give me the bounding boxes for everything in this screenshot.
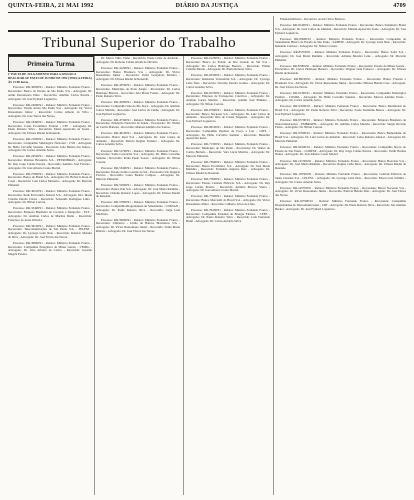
case-entry: Processo: RR-105700/91 - Relator: Ministro Fernando Franco - Recorrente: Banco Noroeste S/A - Advogado: Dr. Victor Russomano Júnior - Recorrido: Patrícia Helena Dias - Advogado: Dr. José Tôrres das Neves. bbox=[275, 185, 406, 198]
header-rule bbox=[8, 12, 406, 13]
case-entry: Dr. Marco Túlio Viana - Recorrido: Paulo César de Andrade - Advogado: Dr. Roberto Caldas Alvim de Oliveira. bbox=[96, 57, 180, 64]
case-entry: Processo: RR-81400/91 - Relator: Ministro Fernando Franco - Recorrente: Banco Sudameris Brasil S/A - Advogado: Dr. Luiz Carlos de Almeida - Recorrido: Miriam Aparecida Souto - Advogado: Dr. José Eymard Loguércio. bbox=[275, 23, 406, 35]
header-page-number: 4709 bbox=[393, 3, 406, 9]
court-title: Tribunal Superior do Trabalho bbox=[42, 34, 236, 51]
case-entry: Processo: RR-75800/91 - Relator: Ministro Fernando Franco - Recorrente: Furnas Centrais Elétricas S/A - Advogado: Dr. Ruy Jorge Caldas Pereira - Recorrido: Antônio Marcos Vieira - Advogado: Dr. José Alberto Couto Maciel. bbox=[186, 177, 270, 193]
case-entry: Processo: RR-89100/91 - Relator: Ministro Fernando Franco - Recorrente: Banco Francês e Brasileiro S/A - Advogado: Dr. Victor Russomano Júnior - Recorrido: Heloísa Helena Cruz - Advogado: Dr. José Tôrres das Neves. bbox=[275, 77, 406, 89]
column-divider bbox=[183, 56, 184, 495]
case-entry: Processo: RR-107900/91 - Relator: Ministro Fernando Franco - Recorrente: Companhia Riograndense de Telecomunicações - CRT - Advogado: Dr. Paulo Roberto Silva - Recorrido: Jair Antônio Becker - Advogado: Dr. José Eymard Loguércio. bbox=[275, 199, 406, 211]
case-entry: Processo: RR-99100/91 - Relator: Ministro Fernando Franco - Recorrente: Companhia Docas do Estado de São Paulo - CODESP - Advogado: Dr. Ruy Jorge Caldas Pereira - Recorrido: Valdir Batista Nunes - Advogado: Dr. José Alberto Couto Maciel. bbox=[275, 144, 406, 157]
case-entry: Processo: RR-47300/91 - Relator: Ministro Fernando Franco - Recorrente: Fundação Nacional de Saúde - Procurador: Dr. Walter do Carmo Barletta - Recorrido: Manoel Antônio dos Santos. bbox=[96, 117, 180, 130]
case-entry: Processo: RR-43500/91 - Relator: Ministro Fernando Franco - Recorrente: Município de Porto Alegre - Procurador: Dr. Carlos Henrique Bezerra - Recorrido: Ana Maria Fontes - Advogado: Dr. Paulo Roberto Silva. bbox=[96, 83, 180, 99]
text-column-2 bbox=[96, 57, 180, 495]
column-divider bbox=[273, 16, 274, 495]
section-box bbox=[8, 56, 94, 72]
case-entry: Processo: RR-91300/91 - Relator: Ministro Fernando Franco - Recorrente: Companhia Siderúrgica Paulista - COSIPA - Advogado: Dr. Hélio Carvalho Santana - Recorrido: Marcos Antônio Prado - Advogado: Dr. Carlos Arnaldo Selva. bbox=[275, 90, 406, 103]
case-entry: Processo: RR-36100/91 - Relator: Ministro Fernando Franco - Recorrente: Telecomunicações de São Paulo S/A - TELESP - Advogado: Dr. Lycurgo Leite Neto - Recorrido: Roberto Mendes da Silva - Advogado: Dr. José Tôrres das Neves. bbox=[8, 223, 92, 239]
court-title-box bbox=[8, 30, 270, 56]
case-entry: Processo: RR-21000/91 - Relator: Ministro Fernando Franco - Recorrente: Companhia Siderúrgica Nacional - CSN - Advogado: Dr. Hélio Carvalho Santana - Recorrido: João Batista dos Santos - Advogado: Dr. Carlos Arnaldo Selva. bbox=[8, 137, 92, 153]
case-entry: Processo: RR-65700/91 - Relator: Ministro Fernando Franco - Recorrente: Empresa de Transportes Coletivos - Advogado: Dr. Antônio Carlos Martins - Recorrido: Ademir José Pinheiro - Advogado: Dr. Nilton Correia. bbox=[186, 90, 270, 106]
case-entry: Processo: RR-33400/91 - Relator: Ministro Fernando Franco - Recorrente: Empresa Brasileira de Correios e Telégrafos - ECT - Advogado: Dr. Antônio Carlos de Martins Mello - Recorrido: Francisco de Assis Oliveira. bbox=[8, 206, 92, 222]
agenda-heading: 1ª PAUTA DE JULGAMENTO PARA A SESSÃO A REALIZAR-SE EM 03 DE JUNHO DE 1992 (TERÇA-FEIRA) ÀS 13:00 horas. bbox=[8, 73, 92, 84]
case-entry: Processo: RR-103500/91 - Relator: Ministro Fernando Franco - Recorrente: Centrais Elétricas de Santa Catarina S/A - CELESC - Advogado: Dr. Lycurgo Leite Neto - Recorrido: Edson Luiz Schmitt - Advogado: Dr. Carlos Arnaldo Selva. bbox=[275, 172, 406, 184]
header-date: QUINTA-FEIRA, 21 MAI 1992 bbox=[8, 3, 94, 9]
case-entry: Processo: RR-30000/91 - Relator: Ministro Fernando Franco - Recorrente: Banco do Estado de São Paulo S/A - Advogado: Dr. Almir Pazzianotto Pinto - Recorrido: Antônio Carlos Pereira - Advogado: Dr. José Eymard Loguércio. bbox=[8, 85, 92, 101]
case-entry: Elisabeth Ribeiro - Recorrido: Acácio Silva Barbosa. bbox=[280, 18, 346, 21]
case-entry: Processo: RR-49100/91 - Relator: Ministro Fernando Franco - Recorrente: Banco Real S/A - Advogado: Dr. Luiz Carlos de Almeida - Recorrido: Márcia Regina Teixeira - Advogado: Dr. Carlos Arnaldo Selva. bbox=[96, 131, 180, 147]
case-entry: Processo: RR-67900/91 - Relator: Ministro Fernando Franco - Recorrente: Banco Nacional S/A - Advogado: Dr. Luiz Carlos de Almeida - Recorrido: Rita de Cássia Nogueira - Advogado: Dr. José Eymard Loguércio. bbox=[186, 107, 270, 124]
text-column-4 bbox=[275, 18, 406, 495]
case-entry: Processo: RR-57800/91 - Relator: Ministro Fernando Franco - Recorrente: Companhia Riograndense de Saneamento - CORSAN - Advogado: Dr. Paulo Roberto Silva - Recorrido: Jorge Luiz Machado. bbox=[96, 200, 180, 216]
section-title: Primeira Turma bbox=[27, 60, 75, 68]
case-entry: Processo: RR-53400/91 - Relator: Ministro Fernando Franco - Recorrente: Estado do Rio Grande do Sul - Procurador: Dr. Rogério Favreto - Recorrido: Laura Beatriz Campos - Advogado: Dr. Marcelo Pimentel. bbox=[96, 165, 180, 182]
case-entry: Processo: RR-39800/91 - Relator: Ministro Fernando Franco - Recorrente: Companhia Energética de Minas Gerais - CEMIG - Advogado: Dr. Lino Alberto de Castro - Recorrido: Geraldo Magela Pereira. bbox=[8, 240, 92, 257]
case-entry: Processo: RR-97900/91 - Relator: Ministro Fernando Franco - Recorrente: Banco Bamerindus do Brasil S/A - Advogado: Dr. Luiz Carlos de Almeida - Recorrido: Celso Roberto Amaral - Advogado: Dr. Marcelo Pimentel. bbox=[275, 131, 406, 143]
case-entry: Processo: RR-18400/91 - Relator: Ministro Fernando Franco - Recorrente: Caixa Econômica Federal - CEF - Advogado: Dr. Paulo Roberto Silva - Recorrido: Maria Aparecida de Souza - Advogado: Dr. Ulisses Riedel de Resende. bbox=[8, 119, 92, 136]
case-entry: Processo: RR-55600/91 - Relator: Ministro Fernando Franco - Recorrente: Banco Itaú S/A - Advogado: Dr. José Maria Riemma - Recorrido: Cláudio Roberto Lopes - Advogado: Dr. Ulisses Riedel de Resende. bbox=[96, 183, 180, 199]
case-entry: Processo: RR-59900/91 - Relator: Ministro Fernando Franco - Recorrente: Unibanco - União de Bancos Brasileiros S/A - Advogado: Dr. Victor Russomano Júnior - Recorrido: Sônia Maria Ribeiro - Advogado: Dr. José Tôrres das Neves. bbox=[96, 217, 180, 233]
case-entry: Processo: RR-27800/91 - Relator: Ministro Fernando Franco - Recorrente: Banco do Brasil S/A - Advogado: Dr. Helvécio Rosa da Costa - Recorrido: Luiz Carlos Monteiro - Advogado: Dr. Marcelo Pimentel. bbox=[8, 171, 92, 187]
case-entry: Processo: RR-83600/91 - Relator: Ministro Fernando Franco - Recorrente: Companhia de Saneamento Básico do Estado de São Paulo - SABESP - Advogado: Dr. Lycurgo Leite Neto - Recorrido: Reinaldo Cardoso - Advogado: Dr. Nilton Correia. bbox=[275, 36, 406, 49]
case-entry: Processo: RR-69100/91 - Relator: Ministro Fernando Franco - Recorrente: Companhia Paulista de Força e Luz - CPFL - Advogado: Dr. Hélio Carvalho Santana - Recorrido: Benedito Aparecido Rosa. bbox=[186, 125, 270, 141]
case-entry: Processo: RR-51700/91 - Relator: Ministro Fernando Franco - Recorrente: Sadia Concórdia S/A - Advogado: Dr. Hélio Carvalho Santana - Recorrido: Pedro Paulo Soares - Advogado: Dr. Nilton Correia. bbox=[96, 148, 180, 164]
case-entry: Processo: RR-73600/91 - Relator: Ministro Fernando Franco - Recorrente: Banco Econômico S/A - Advogado: Dr. José Maria Riemma - Recorrido: Fernando Augusto Reis - Advogado: Dr. Ulisses Riedel de Resende. bbox=[186, 159, 270, 176]
case-entry: Processo: RR-45900/91 - Relator: Ministro Fernando Franco - Recorrente: Companhia Vale do Rio Doce - Advogado: Dr. Antônio Carlos Martins - Recorrido: José Carlos da Cunha - Advogado: Dr. José Eymard Loguércio. bbox=[96, 100, 180, 116]
case-entry: Processo: RR-79200/91 - Relator: Ministro Fernando Franco - Recorrente: Companhia Estadual de Energia Elétrica - CEEE - Advogado: Dr. Paulo Roberto Silva - Recorrido: Luís Fernando Brum - Advogado: Dr. Carlos Arnaldo Selva. bbox=[186, 207, 270, 224]
text-column-3 bbox=[186, 57, 270, 495]
header-publication: DIÁRIO DA JUSTIÇA bbox=[175, 3, 239, 9]
case-entry: Processo: RR-63500/91 - Relator: Ministro Fernando Franco - Recorrente: Indústrias Votorantim S/A - Advogado: Dr. Lycurgo Leite Neto - Recorrido: Osvaldo Pereira Gomes - Advogado: Dr. Carlos Arnaldo Selva. bbox=[186, 73, 270, 89]
case-entry: Processo: RR-101300/91 - Relator: Ministro Fernando Franco - Recorrente: Banco Boavista S/A - Advogado: Dr. José Maria Riemma - Recorrido: Regina Célia Mota - Advogado: Dr. Ulisses Riedel de Resende. bbox=[275, 158, 406, 171]
case-entry: Processo: RR-30210/91 - Relator: Ministro Fernando Franco - Recorrente: Rede Ferroviária Federal S/A - Advogado: Dra. Maria Cristina Paixão Côrtes - Recorrido: Sebastião Rodrigues Lima - Advogado: Dr. Nilton Correia. bbox=[8, 189, 92, 205]
case-entry: Processo: RR-71300/91 - Relator: Ministro Fernando Franco - Recorrente: Município de São Paulo - Procurador: Dr. Walter do Carmo Barletta - Recorrido: Vera Lúcia Martins - Advogado: Dr. Marcelo Pimentel. bbox=[186, 142, 270, 158]
case-entry: Processo: RR-95700/91 - Relator: Ministro Fernando Franco - Recorrente: Empresa Brasileira de Telecomunicações - EMBRATEL - Advogado: Dr. Antônio Carlos Martins - Recorrido: Sérgio Ricardo Farias - Advogado: Dr. Nilton Correia. bbox=[275, 117, 406, 130]
case-entry: Processo: RR-16000/91 - Relator: Ministro Fernando Franco - Recorrente: Viação Aérea São Paulo S/A - Advogado: Dr. Victor Russomano Júnior - Recorrido: Carlos Alberto da Silva - Advogado: Dr. José Torres das Neves. bbox=[8, 102, 92, 118]
column-divider bbox=[94, 56, 95, 495]
case-entry: Processo: RR-87900/91 - Relator: Ministro Fernando Franco - Recorrente: Estado de Minas Gerais - Procurador: Dr. Carlos Henrique Bezerra - Recorrido: Wagner Luiz Fonseca - Advogado: Dr. Ulisses Riedel de Resende. bbox=[275, 63, 406, 76]
case-entry: Processo: RR-61200/91 - Relator: Ministro Fernando Franco - Recorrente: Banco do Estado do Rio Grande do Sul S/A - Advogado: Dr. Carlos Henrique Bezerra - Recorrido: Elaine Cristina Duarte - Advogado: Dr. Paulo Roberto Silva. bbox=[186, 57, 270, 72]
case-entry: Processo: RR-85700/91 - Relator: Ministro Fernando Franco - Recorrente: Banco Safra S/A - Advogado: Dr. José Maria Riemma - Recorrido: Adriana Moreira Leite - Advogado: Dr. Marcelo Pimentel. bbox=[275, 50, 406, 62]
case-entry: Processo: RR-41200/91 - Relator: Ministro Fernando Franco - Recorrente: Banco Bradesco S/A - Advogado: Dr. Victor Russomano Júnior - Recorrido: Valter Gonçalves Moreira - Advogado: Dr. Ulisses Riedel de Resende. bbox=[96, 65, 180, 82]
case-entry: Processo: RR-77900/91 - Relator: Ministro Fernando Franco - Recorrente: Banco Mercantil do Brasil S/A - Advogado: Dr. Victor Russomano Júnior - Recorrido: Gilberto Alves de Lima. bbox=[186, 194, 270, 206]
case-entry: Processo: RR-93500/91 - Relator: Ministro Fernando Franco - Recorrente: Banco Meridional do Brasil S/A - Advogado: Dr. Paulo Roberto Silva - Recorrido: Ivone Terezinha Bastos - Advogado: Dr. José Eymard Loguércio. bbox=[275, 104, 406, 116]
case-entry: Processo: RR-24500/91 - Relator: Ministro Fernando Franco - Recorrente: Petróleo Brasileiro S/A - PETROBRÁS - Advogado: Dr. Ruy Jorge Caldas Pereira - Recorrido: Antônio José Ferreira - Advogado: Dr. José Alberto Couto Maciel. bbox=[8, 154, 92, 170]
text-column-1 bbox=[8, 73, 92, 495]
